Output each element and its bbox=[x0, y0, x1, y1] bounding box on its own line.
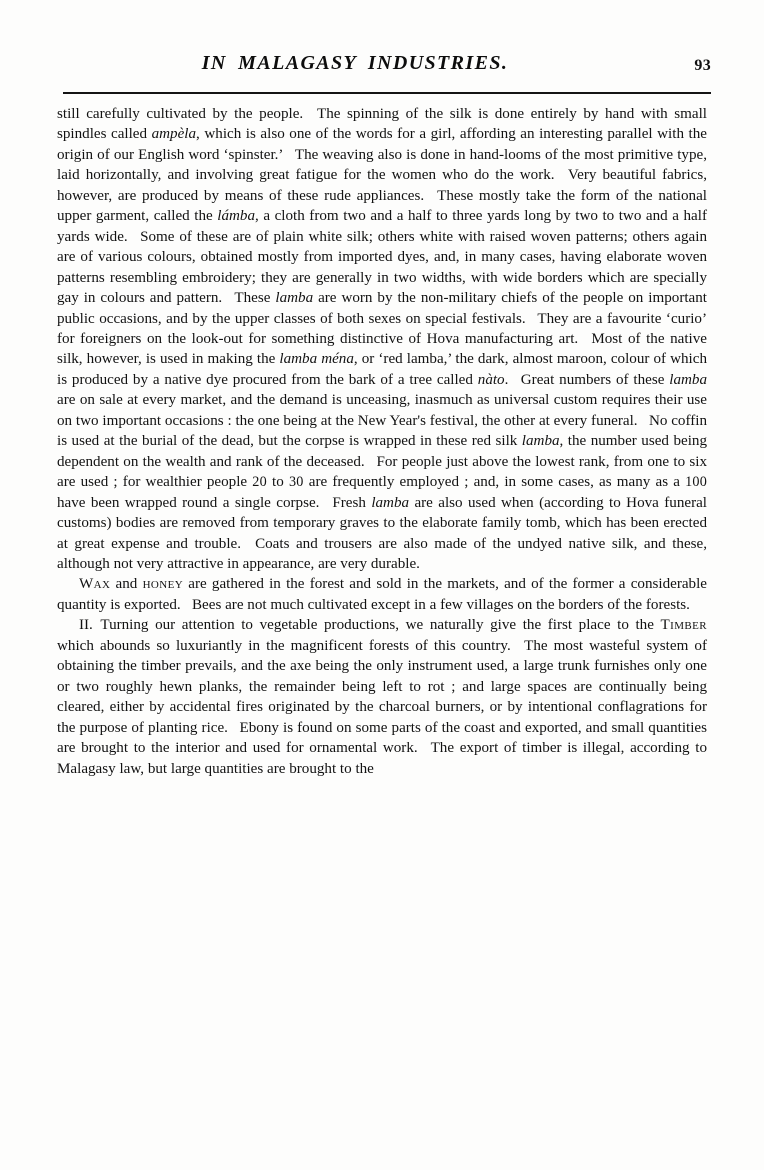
term-lamba: lámba bbox=[217, 208, 255, 225]
section-marker: II. bbox=[79, 617, 93, 634]
page-title: IN MALAGASY INDUSTRIES. bbox=[201, 52, 509, 74]
term-nato: nàto bbox=[477, 371, 505, 388]
numeral-30: 30 bbox=[288, 474, 304, 491]
term-wax: Wax bbox=[79, 576, 111, 593]
term-lamba-mena: lamba ména bbox=[279, 351, 354, 368]
body-text-block bbox=[57, 104, 707, 779]
term-ampela: ampèla bbox=[151, 126, 197, 143]
term-lamba: lamba bbox=[521, 433, 560, 450]
paragraph-wax-honey: Wax and honey are gathered in the forest and sold in the markets, and of the former a considerable quantity is exported. Bees are not much cultivated except in a few villages on the borders of the forests. bbox=[57, 576, 707, 613]
term-lamba: lamba bbox=[669, 371, 707, 388]
paragraph-timber: II. Turning our attention to vegetable productions, we naturally give the first place to the Timber which abounds so luxuriantly in the magnificent forests of this country. The most wasteful system of obtaining the timber prevails, and the axe being the only instrument used, a large trunk furnishes only one or two roughly hewn planks, the remainder being left to rot ; and large spaces are continually being cleared, either by accidental fires originated by the charcoal burners, or by intentional conflagrations for the purpose of planting rice. Ebony is found on some parts of the coast and exported, and small quantities are brought to the interior and used for ornamental work. The export of timber is illegal, according to Malagasy law, but large quantities are brought to the bbox=[57, 617, 707, 777]
term-honey: honey bbox=[142, 576, 184, 593]
numeral-100: 100 bbox=[685, 474, 707, 491]
term-timber: Timber bbox=[660, 617, 707, 634]
page-number: 93 bbox=[694, 57, 711, 74]
numeral-20: 20 bbox=[252, 474, 267, 491]
term-lamba: lamba bbox=[275, 290, 314, 307]
term-lamba: lamba bbox=[371, 494, 410, 511]
header-rule bbox=[63, 92, 711, 94]
paragraph-silk: still carefully cultivated by the people. The spinning of the silk is done entirely by hand with small spindles called ampèla, which is also one of the words for a girl, affording an interesting parallel with the origin of our English word ‘spinster.’ The weaving also is done in hand-looms of the most primitive type, laid horizontally, and involving great fatigue for the women who do the work. Very beautiful fabrics, however, are produced by means of these rude appliances. These mostly take the form of the national upper garment, called the lámba, a cloth from two and a half to three yards long by two to two and a half yards wide. Some of these are of plain white silk; others white with raised woven patterns; others again are of various colours, obtained mostly from imported dyes, and, in many cases, having elaborate woven patterns resembling embroidery; they are generally in two widths, with wide borders which are specially gay in colours and pattern. These lamba are worn by the non-military chiefs of the people on important public occasions, and by the upper classes of both sexes on special festivals. They are a favourite ‘curio’ for foreigners on the look-out for something distinctive of Hova manufacturing art. Most of the native silk, however, is used in making the lamba ména, or ‘red lamba,’ the dark, almost maroon, colour of which is produced by a native dye procured from the bark of a tree called nàto. Great numbers of these lamba are on sale at every market, and the demand is unceasing, inasmuch as universal custom requires their use on two important occasions : the one being at the New Year's festival, the other at every funeral. No coffin is used at the burial of the dead, but the corpse is wrapped in these red silk lamba, the number used being dependent on the wealth and rank of the deceased. For people just above the lowest rank, from one to six are used ; for wealthier people 20 to 30 are frequently employed ; and, in some cases, as many as a 100 have been wrapped round a single corpse. Fresh lamba are also used when (according to Hova funeral customs) bodies are removed from temporary graves to the elaborate family tomb, which has been erected at great expense and trouble. Coats and trousers are also made of the undyed native silk, and these, although not very attractive in appearance, are very durable. bbox=[57, 106, 707, 572]
running-head bbox=[57, 52, 709, 96]
